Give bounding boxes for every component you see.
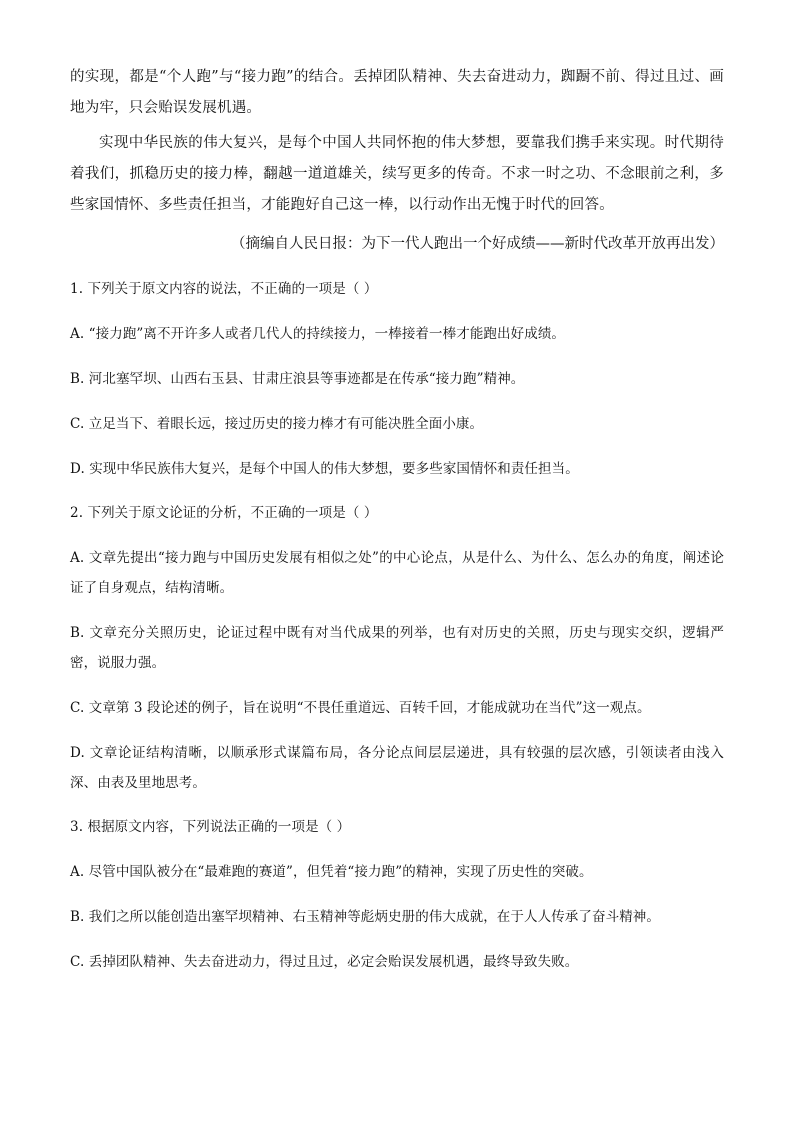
- passage-source: （摘编自人民日报：为下一代人跑出一个好成绩——新时代改革开放再出发）: [231, 236, 724, 252]
- question-1: [70, 274, 724, 484]
- question-stem: 1. 下列关于原文内容的说法，不正确的一项是（ ）: [70, 281, 378, 297]
- document-page: [70, 62, 724, 977]
- option-c: C. 丢掉团队精神、失去奋进动力，得过且过，必定会贻误发展机遇，最终导致失败。: [70, 954, 579, 970]
- option-c: C. 文章第 3 段论述的例子，旨在说明“不畏任重道远、百转千回，才能成就功在当代”这一观点。: [70, 700, 651, 716]
- option-a: A. “接力跑”离不开许多人或者几代人的持续接力，一棒接着一棒才能跑出好成绩。: [70, 326, 566, 342]
- question-stem: 3. 根据原文内容，下列说法正确的一项是（ ）: [70, 819, 351, 835]
- option-d: D. 实现中华民族伟大复兴，是每个中国人的伟大梦想，要多些家国情怀和责任担当。: [70, 461, 579, 477]
- option-b: B. 文章充分关照历史，论证过程中既有对当代成果的列举，也有对历史的关照，历史与现实交织，逻辑严密，说服力强。: [70, 625, 724, 671]
- question-stem: 2. 下列关于原文论证的分析，不正确的一项是（ ）: [70, 505, 378, 521]
- question-3: [70, 812, 724, 977]
- option-a: A. 文章先提出“接力跑与中国历史发展有相似之处”的中心论点，从是什么、为什么、怎么办的角度，阐述论证了自身观点，结构清晰。: [70, 550, 724, 596]
- option-a: A. 尽管中国队被分在“最难跑的赛道”，但凭着“接力跑”的精神，实现了历史性的突破。: [70, 864, 593, 880]
- passage-paragraph-2: 实现中华民族的伟大复兴，是每个中国人共同怀抱的伟大梦想，要靠我们携手来实现。时代期待着我们，抓稳历史的接力棒，翻越一道道雄关，续写更多的传奇。不求一时之功、不念眼前之利，多些家国情怀、多些责任担当，才能跑好自己这一棒，以行动作出无愧于时代的回答。: [70, 135, 724, 213]
- option-c: C. 立足当下、着眼长远，接过历史的接力棒才有可能决胜全面小康。: [70, 416, 484, 432]
- passage-paragraph-1: 的实现，都是“个人跑”与“接力跑”的结合。丢掉团队精神、失去奋进动力，踟蹰不前、得过且过、画地为牢，只会贻误发展机遇。: [70, 69, 724, 116]
- option-b: B. 我们之所以能创造出塞罕坝精神、右玉精神等彪炳史册的伟大成就，在于人人传承了奋斗精神。: [70, 909, 661, 925]
- option-d: D. 文章论证结构清晰，以顺承形式谋篇布局，各分论点间层层递进，具有较强的层次感，引领读者由浅入深、由表及里地思考。: [70, 745, 724, 791]
- question-2: [70, 498, 724, 798]
- option-b: B. 河北塞罕坝、山西右玉县、甘肃庄浪县等事迹都是在传承“接力跑”精神。: [70, 371, 525, 387]
